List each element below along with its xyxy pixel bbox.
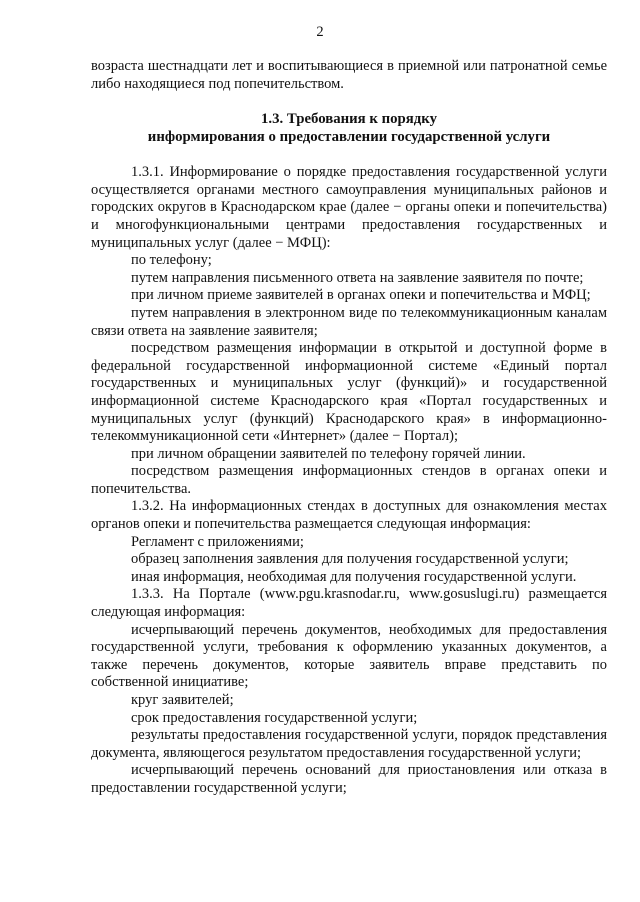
section-heading-line-1: 1.3. Требования к порядку: [261, 111, 437, 128]
list-item-hotline: при личном обращении заявителей по телефону горячей линии.: [131, 445, 526, 462]
list-item-regulation: Регламент с приложениями;: [131, 533, 304, 550]
section-heading-line-2: информирования о предоставлении государственной услуги: [147, 129, 551, 146]
document-body: [91, 58, 607, 798]
list-item-mail: путем направления письменного ответа на заявление заявителя по почте;: [131, 269, 584, 286]
list-item-stands: посредством размещения информационных стендов в органах опеки и попечительства.: [91, 463, 607, 497]
list-item-refusal-grounds: исчерпывающий перечень оснований для приостановления или отказа в предоставлении государственной услуги;: [91, 762, 607, 796]
list-item-term: срок предоставления государственной услуги;: [131, 709, 418, 726]
paragraph-1-3-1: 1.3.1. Информирование о порядке предоставления государственной услуги осуществляется органами местного самоуправления муниципальных районов и городских округов в Краснодарском крае (далее − органы опеки и попечительства) и многофункциональными центрами предоставления государственных и муниципальных услуг (далее − МФЦ):: [91, 164, 607, 251]
paragraph-1-3-3: 1.3.3. На Портале (www.pgu.krasnodar.ru, www.gosuslugi.ru) размещается следующая информация:: [91, 586, 607, 621]
section-heading: [91, 110, 607, 146]
list-item-applicants: круг заявителей;: [131, 692, 234, 708]
page-number: 2: [316, 24, 324, 40]
list-item-results: результаты предоставления государственной услуги, порядок представления документа, являющегося результатом предоставления государственной услуги;: [91, 727, 607, 761]
list-item-phone: по телефону;: [131, 252, 212, 269]
list-item-electronic: путем направления в электронном виде по телекоммуникационным каналам связи ответа на заявление заявителя;: [91, 304, 607, 339]
paragraph-1-3-2: 1.3.2. На информационных стендах в доступных для ознакомления местах органов опеки и попечительства размещается следующая информация:: [91, 498, 607, 533]
list-item-other-info: иная информация, необходимая для получения государственной услуги.: [131, 568, 577, 585]
list-item-personal-reception: при личном приеме заявителей в органах опеки и попечительства и МФЦ;: [131, 287, 591, 304]
list-item-portal: посредством размещения информации в открытой и доступной форме в федеральной государственной информационной системе «Единый портал государственных и муниципальных услуг (функций)» и государственной информационной системе Краснодарского края «Портал государственных и муниципальных услуг (функций) Краснодарского края» в информационно-телекоммуникационной сети «Интернет» (далее − Портал);: [91, 340, 607, 445]
list-item-documents: исчерпывающий перечень документов, необходимых для предоставления государственной услуги, требования к оформлению указанных документов, а также перечень документов, которые заявитель вправе представить по собственной инициативе;: [91, 621, 607, 691]
list-item-sample: образец заполнения заявления для получения государственной услуги;: [131, 551, 569, 568]
intro-paragraph: возраста шестнадцати лет и воспитывающиеся в приемной или патронатной семье либо находящиеся под попечительством.: [91, 58, 607, 92]
